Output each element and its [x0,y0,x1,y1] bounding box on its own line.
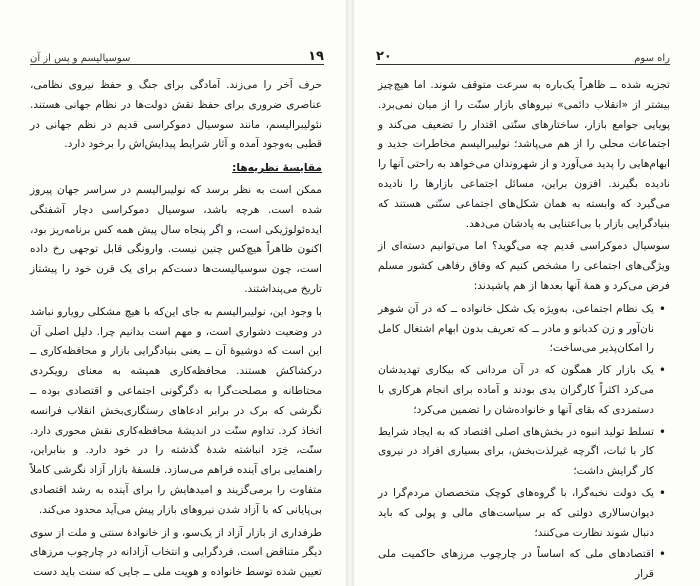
left-page-body [30,76,322,578]
list-item-text: یک دولت نخبه‌گرا، با گروه‌های کوچک متخصصان مردم‌گرا در دیوان‌سالاری دولتی که بر سیاست‌های مالی و پولی که باید دنبال شوند نظارت می‌کنند؛ [378,486,654,539]
list-item [378,484,666,543]
list-item [378,300,666,359]
paragraph: حرف آخر را می‌زند. آمادگی برای جنگ و حفظ نیروی نظامی، عناصری ضروری برای حفظ نقش دولت‌ها در نظام جهانی هستند. نئولیبرالیسم، مانند سوسیال دموکراسی قدیم در نظم جهانی در قطبی به‌وجود آمده و آثار شرایط پیدایش‌اش را برخود دارد. [30,79,322,151]
left-page-number: ۱۹ [308,49,324,64]
left-running-title: سوسیالیسم و پس از آن [30,53,131,64]
paragraph: طرفداری از بازار آزاد از یک‌سو، و از خانوادهٔ سنتی و ملت از سوی دیگر متناقض است. فردگرایی و انتخاب آزادانه در چارچوب مرزهای تعیین شده توسط خانواده و هویت ملی ــ جایی که سنت باید دست [30,526,322,579]
paragraph: سوسیال دموکراسی قدیم چه می‌گوید؟ اما می‌توانیم دسته‌ای از ویژگی‌های اجتماعی را مشخص کنیم که وفاق رفاهی کشور مسلم فرض می‌کرد و همهٔ آنها بعدها از هم پاشیدند: [378,240,670,292]
bullet-icon: • [658,301,666,316]
list-item-text: تسلط تولید انبوه در بخش‌های اصلی اقتصاد که به ایجاد شرایط کار با ثبات، اگرچه غیرلذت‌بخش، برای بسیاری افراد در نیروی کار گرایش داشت؛ [378,425,654,478]
right-page [354,0,700,586]
left-page-header [30,42,324,64]
bullet-list [378,300,670,585]
list-item-text: اقتصادهای ملی که اساساً در چارچوب مرزهای حاکمیت ملی قرار [378,548,654,581]
right-page-body [378,76,670,581]
paragraph: ممکن است به نظر برسد که نولیبرالیسم در سراسر جهان پیروز شده است. هرچه باشد، سوسیال دموکراسی دچار آشفتگی ایده‌ئولوژیکی است، و اگر پنجاه سال پیش همه کس برنامه‌ریز بود، اکنون ظاهراً هیچ‌کس چنین نیست. وارونگی قابل توجهی رخ داده است، چون سوسیالیست‌ها دست‌کم برای یک قرن خود را پیشتاز تاریخ می‌پنداشتند. [30,183,322,295]
right-page-number: ۲۰ [376,49,392,64]
paragraph: تجزیه شده ــ ظاهراً یک‌باره به سرعت متوقف شوند. اما هیچ‌چیز بیشتر از «انقلاب دائمی» نیروهای بازار سنّت را از میان نمی‌برد. پویایی جوامع بازار، ساختارهای سنّتی اقتدار را تضعیف می‌کند و اجتماعات محلی را از هم می‌پاشد؛ نولیبرالیسم مخاطرات جدید و ابهام‌هایی را پدید می‌آورد و از شهروندان می‌خواهد به راحتی آنها را نادیده بگیرند. افزون براین، مسائل اجتماعی بازارها را نادیده می‌گیرد که وابسته به همان شکل‌های اجتماعی سنّتی هستند که بنیادگرایی بازار با بی‌اعتنایی به پادشان می‌دهد. [378,79,670,230]
list-item [378,361,666,420]
paragraph: با وجود این، نولیبرالیسم به جای این‌که با هیچ مشکلی رویارو نباشد در وضعیت دشواری است، و مهم است بدانیم چرا. دلیل اصلی آن این است که دوشیوهٔ آن ــ یعنی بنیادگرایی بازار و محافظه‌کاری ــ درکشاکش هستند. محافظه‌کاری همیشه به معنای رویکردی محتاطانه و مصلحت‌گرا به دگرگونی اجتماعی و اقتصادی بوده ــ نگرشی که برک در برابر ادعاهای رستگاری‌بخش انقلاب فرانسه اتخاذ کرد. تداوم سنّت در اندیشهٔ محافظه‌کاری نقش محوری دارد. سنّت، خِرَد انباشته شدهٔ گذشته را در خود دارد. و بنابراین، راهنمایی برای آینده فراهم می‌سازد. فلسفهٔ بازار آزاد نگرشی کاملاً متفاوت را برمی‌گزیند و امیدهایش را برای آینده به رشد اقتصادی بی‌پایانی که با آزاد شدن نیروهای بازار پیش می‌آید محدود می‌کند. [30,305,322,516]
bullet-icon: • [658,547,666,562]
list-item-text: یک نظام اجتماعی، به‌ویژه یک شکل خانواده ــ که در آن شوهر نان‌آور و زن کدبانو و مادر ــ که تعریف بدون ابهام اشتغال کامل را امکان‌پذیر می‌ساخت؛ [378,302,654,355]
left-header-rule [30,64,324,65]
bullet-icon: • [658,485,666,500]
list-item [378,545,666,585]
list-item-text: یک بازار کار همگون که در آن مردانی که بیکاری تهدیدشان می‌کرد اکثراً کارگران یدی بودند و آماده برای انجام هرکاری با دستمزدی که بقای آنها و خانواده‌شان را تضمین می‌کرد؛ [378,364,654,416]
book-gutter [346,0,354,586]
left-page [0,0,346,586]
right-header-rule [376,64,670,65]
bullet-icon: • [658,424,666,439]
right-page-header [376,42,670,64]
list-item [378,423,666,482]
section-subheading: مقایسهٔ نظریه‌ها: [232,162,322,175]
right-running-title: راه سوم [634,53,670,64]
bullet-icon: • [658,363,666,378]
